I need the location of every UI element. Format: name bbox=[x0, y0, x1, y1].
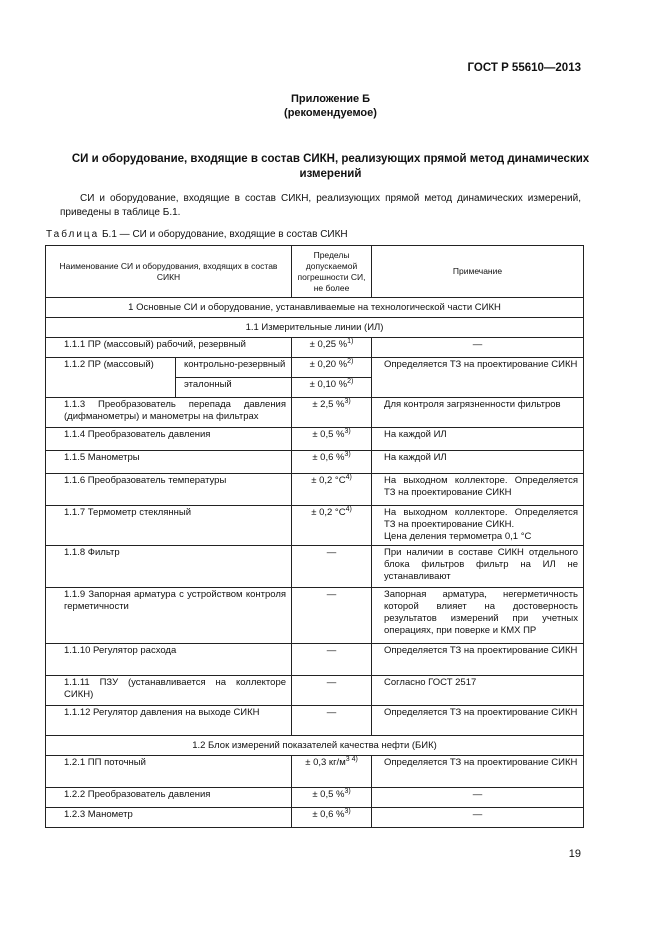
section-row bbox=[46, 736, 584, 756]
row-note: На выходном коллекторе. Определяется ТЗ на проектирование СИКН. Цена деления термометра 0,1 °С bbox=[372, 506, 584, 546]
row-limit: ± 0,6 %$^{3)}$ bbox=[292, 451, 372, 474]
row-limit: ± 0,2 $^\circ С^{4)}$ bbox=[292, 506, 372, 546]
row-limit: — bbox=[292, 546, 372, 588]
row-name: 1.1.3 Преобразователь перепада давления (дифманометры) и манометры на фильтрах bbox=[46, 398, 292, 428]
section-1-1-title: 1.1 Измерительные линии (ИЛ) bbox=[46, 318, 584, 338]
row-name: 1.1.10 Регулятор расхода bbox=[46, 644, 292, 676]
row-note: На каждой ИЛ bbox=[372, 428, 584, 451]
row-note: На каждой ИЛ bbox=[372, 451, 584, 474]
section-row bbox=[46, 318, 584, 338]
row-name: 1.1.5 Манометры bbox=[46, 451, 292, 474]
table-row bbox=[46, 676, 584, 706]
table-row bbox=[46, 338, 584, 358]
section-title-line1: СИ и оборудование, входящие в состав СИКН, реализующих прямой метод динамических bbox=[71, 153, 590, 165]
row-subtype: эталонный bbox=[176, 378, 292, 398]
appendix-subtitle: (рекомендуемое) bbox=[284, 107, 377, 119]
table-row bbox=[46, 428, 584, 451]
row-limit: — bbox=[292, 676, 372, 706]
table-row bbox=[46, 756, 584, 788]
equipment-table bbox=[45, 245, 584, 828]
section-1-2-title: 1.2 Блок измерений показателей качества нефти (БИК) bbox=[46, 736, 584, 756]
row-note: При наличии в составе СИКН отдельного блока фильтров фильтр на ИЛ не устанавливают bbox=[372, 546, 584, 588]
row-name: 1.1.1 ПР (массовый) рабочий, резервный bbox=[46, 338, 292, 358]
appendix-heading bbox=[0, 92, 661, 120]
row-subtype: контрольно-резервный bbox=[176, 358, 292, 378]
section-title-line2: измерений bbox=[299, 168, 362, 180]
table-row bbox=[46, 546, 584, 588]
appendix-title: Приложение Б bbox=[290, 93, 371, 105]
table-row bbox=[46, 474, 584, 506]
table-caption bbox=[46, 229, 348, 240]
header-limits: Пределы допускаемой погрешности СИ, не более bbox=[292, 246, 372, 298]
table-row bbox=[46, 588, 584, 644]
row-limit: ± 0,5 %$^{3)}$ bbox=[292, 428, 372, 451]
row-note: Определяется ТЗ на проектирование СИКН bbox=[372, 706, 584, 736]
row-name: 1.2.3 Манометр bbox=[46, 808, 292, 828]
row-note: На выходном коллекторе. Определяется ТЗ на проектирование СИКН bbox=[372, 474, 584, 506]
row-note: — bbox=[372, 788, 584, 808]
header-note: Примечание bbox=[372, 246, 584, 298]
table-row bbox=[46, 398, 584, 428]
row-name: 1.2.1 ПП поточный bbox=[46, 756, 292, 788]
section-row bbox=[46, 298, 584, 318]
row-name: 1.2.2 Преобразователь давления bbox=[46, 788, 292, 808]
row-note: Определяется ТЗ на проектирование СИКН bbox=[372, 756, 584, 788]
row-limit: ± 0,25 %$^{1)}$ bbox=[292, 338, 372, 358]
header-name: Наименование СИ и оборудования, входящих в состав СИКН bbox=[46, 246, 292, 298]
table-row bbox=[46, 788, 584, 808]
section-1-title: 1 Основные СИ и оборудование, устанавливаемые на технологической части СИКН bbox=[46, 298, 584, 318]
table-row bbox=[46, 644, 584, 676]
row-note: Определяется ТЗ на проектирование СИКН bbox=[372, 644, 584, 676]
row-name: 1.1.11 ПЗУ (устанавливается на коллекторе СИКН) bbox=[46, 676, 292, 706]
row-limit: — bbox=[292, 588, 372, 644]
row-name: 1.1.8 Фильтр bbox=[46, 546, 292, 588]
page-number: 19 bbox=[568, 848, 581, 860]
table-row bbox=[46, 706, 584, 736]
row-limit: — bbox=[292, 644, 372, 676]
row-name: 1.1.6 Преобразователь температуры bbox=[46, 474, 292, 506]
row-limit: — bbox=[292, 706, 372, 736]
row-name: 1.1.7 Термометр стеклянный bbox=[46, 506, 292, 546]
row-limit: ± 0,5 %$^{3)}$ bbox=[292, 788, 372, 808]
section-title bbox=[60, 152, 601, 182]
table-header-row bbox=[46, 246, 584, 298]
table-caption-text: Б.1 — СИ и оборудование, входящие в состав СИКН bbox=[99, 229, 348, 240]
row-limit: ± 0,2 $^\circ С^{4)}$ bbox=[292, 474, 372, 506]
row-name: 1.1.12 Регулятор давления на выходе СИКН bbox=[46, 706, 292, 736]
intro-paragraph: СИ и оборудование, входящие в состав СИКН, реализующих прямой метод динамических измерений, приведены в таблице Б.1. bbox=[60, 193, 581, 218]
table-row bbox=[46, 451, 584, 474]
row-limit: ± 0,3 $кг/м^{3 4)}$ bbox=[292, 756, 372, 788]
row-name: 1.1.2 ПР (массовый) bbox=[46, 358, 176, 398]
row-limit: ± 0,10 %$^{2)}$ bbox=[292, 378, 372, 398]
row-name: 1.1.4 Преобразователь давления bbox=[46, 428, 292, 451]
table-row bbox=[46, 358, 584, 378]
row-note: Согласно ГОСТ 2517 bbox=[372, 676, 584, 706]
table-caption-label: Таблица bbox=[46, 229, 100, 240]
table-row bbox=[46, 808, 584, 828]
row-note: Определяется ТЗ на проектирование СИКН bbox=[372, 358, 584, 398]
row-limit: ± 0,20 %$^{2)}$ bbox=[292, 358, 372, 378]
table-row bbox=[46, 506, 584, 546]
row-limit: ± 0,6 %$^{3)}$ bbox=[292, 808, 372, 828]
row-note: — bbox=[372, 338, 584, 358]
row-name: 1.1.9 Запорная арматура с устройством контроля герметичности bbox=[46, 588, 292, 644]
row-note: Запорная арматура, негерметичность которой влияет на достоверность результатов измерений при учетных операциях, при поверке и КМХ ПР bbox=[372, 588, 584, 644]
row-note: — bbox=[372, 808, 584, 828]
row-note: Для контроля загрязненности фильтров bbox=[372, 398, 584, 428]
row-limit: ± 2,5 %$^{3)}$ bbox=[292, 398, 372, 428]
standard-number: ГОСТ Р 55610—2013 bbox=[467, 62, 581, 74]
